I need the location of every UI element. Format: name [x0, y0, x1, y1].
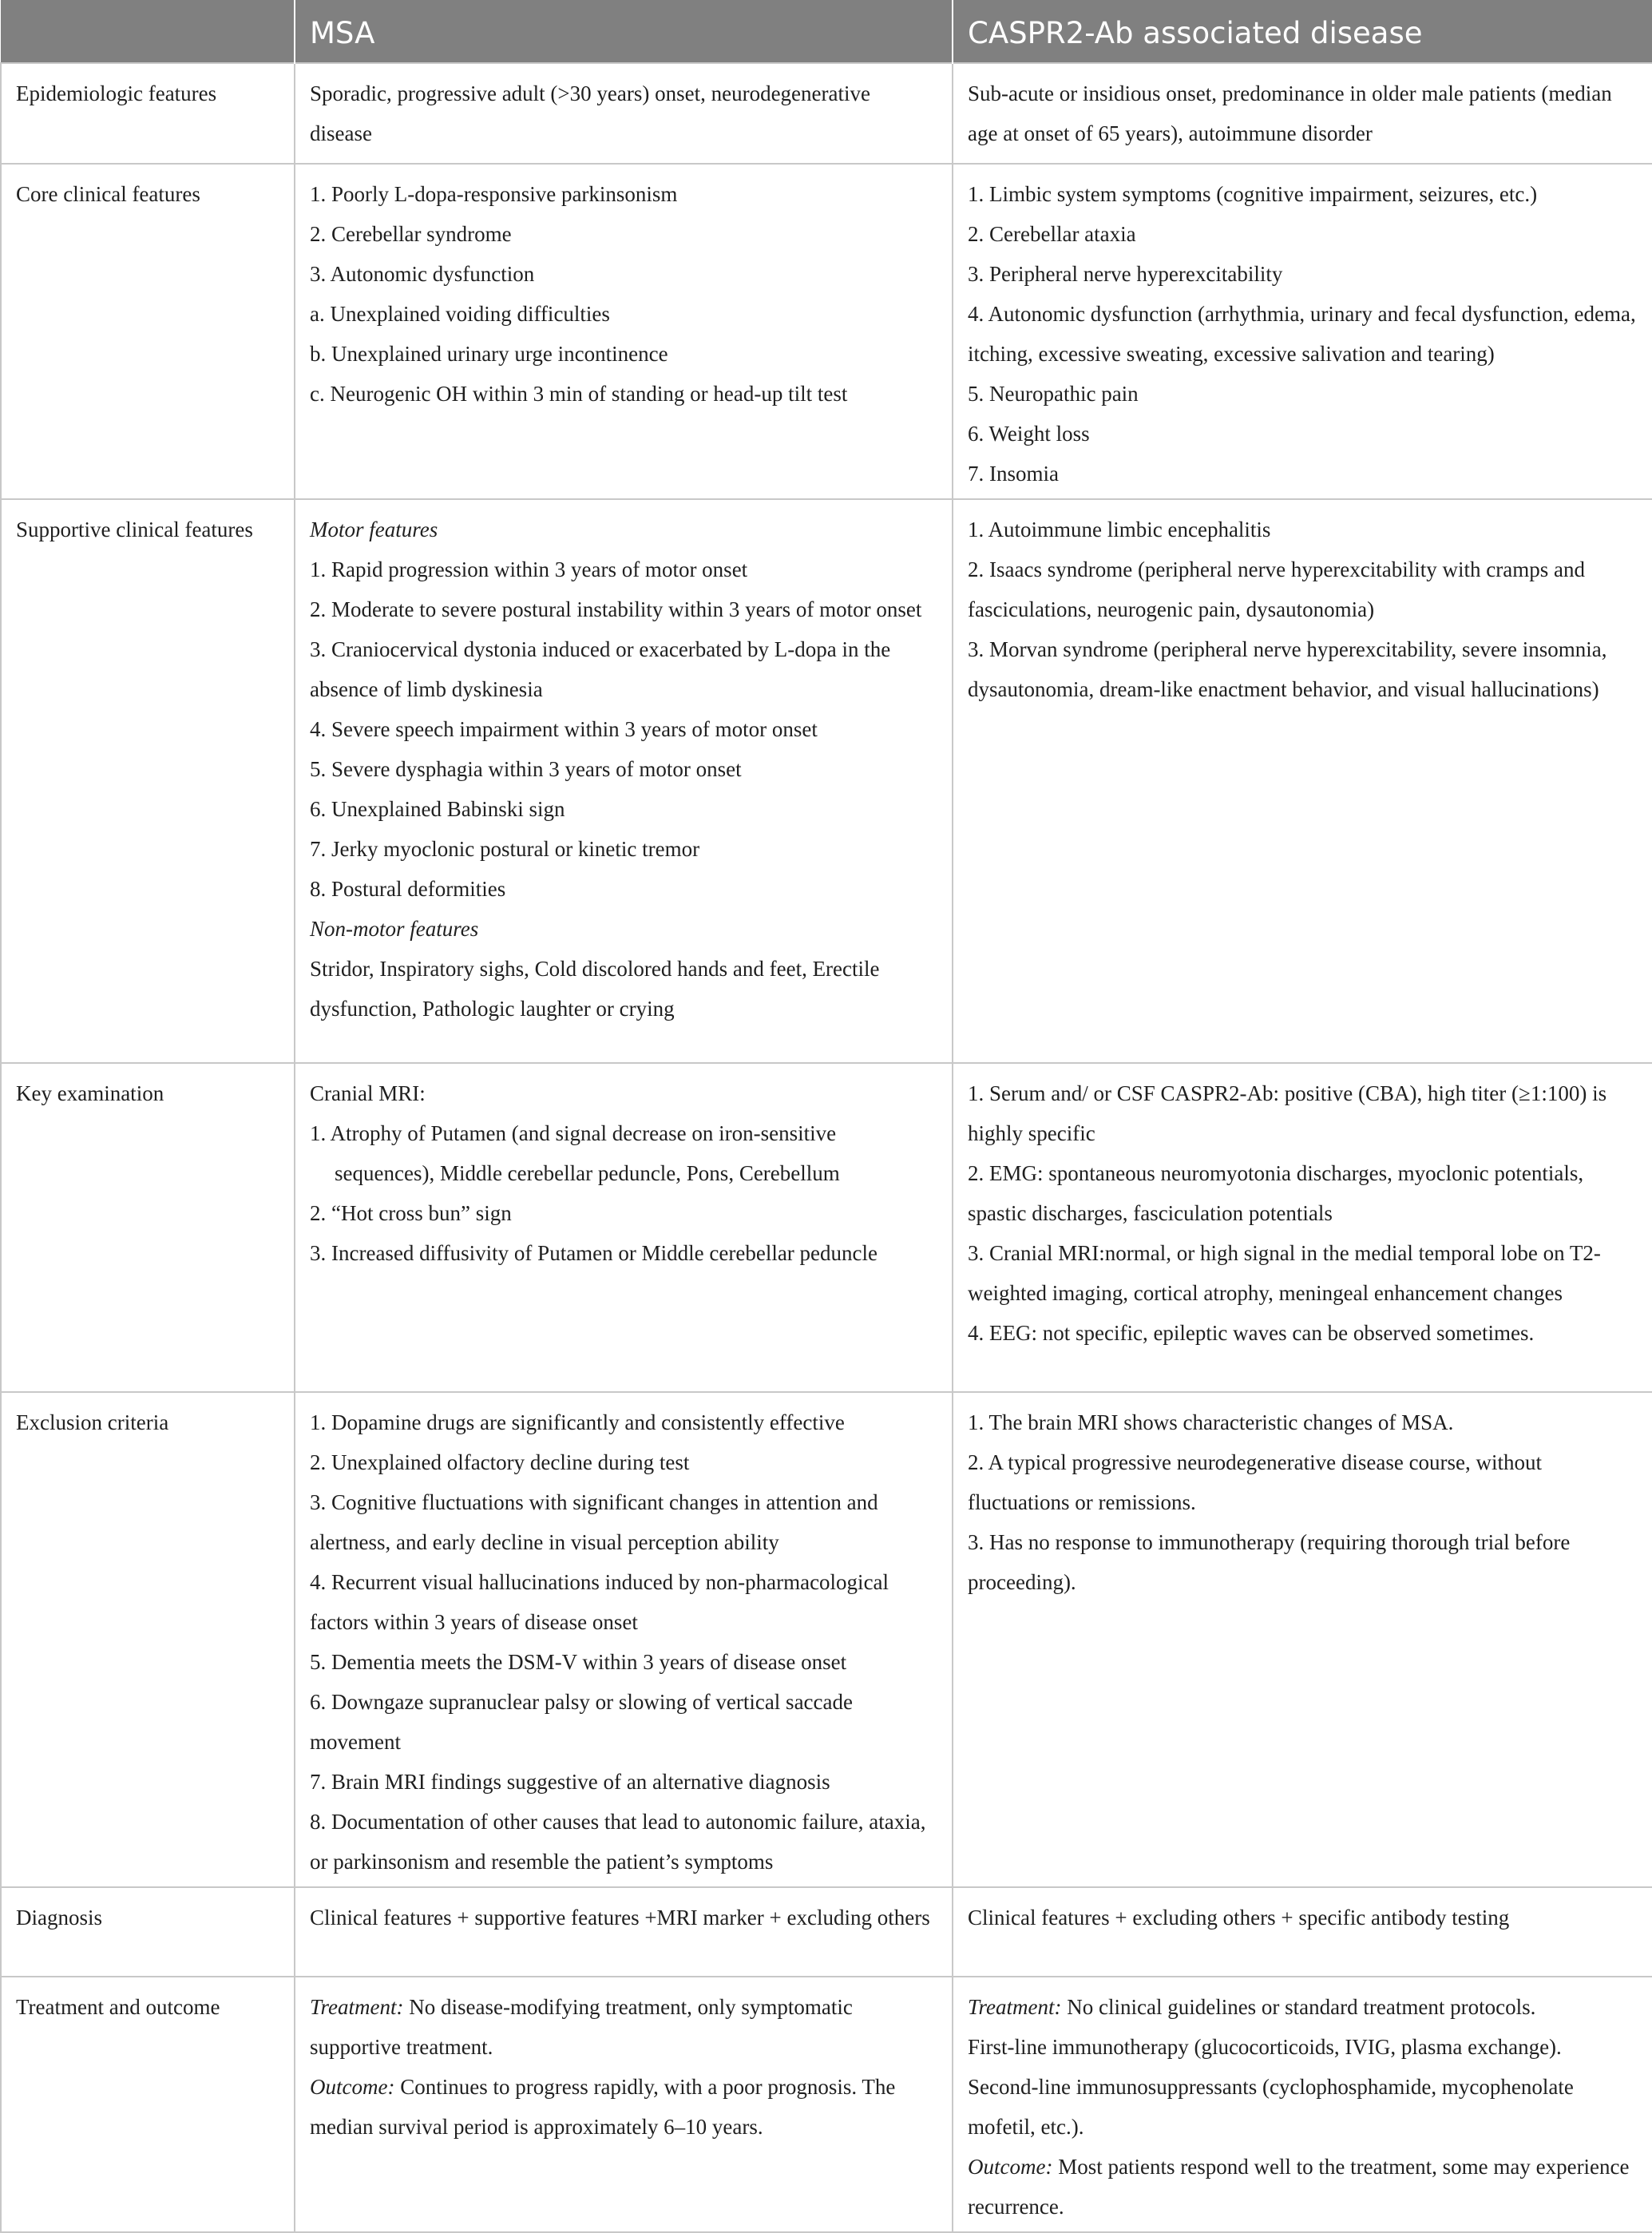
outcome-value: Continues to progress rapidly, with a poor prognosis. The median survival period is approximately 6–10 years.: [310, 2075, 896, 2139]
list-item: 3. Craniocervical dystonia induced or exacerbated by L-dopa in the absence of limb dyskinesia: [310, 637, 891, 701]
list-item: 1. Autoimmune limbic encephalitis: [968, 518, 1271, 541]
row-label: Exclusion criteria: [1, 1392, 295, 1887]
msa-cell: [295, 1977, 953, 2232]
cell-text: Clinical features + supportive features +MRI marker + excluding others: [310, 1906, 930, 1930]
list-item: Second-line immunosuppressants (cyclophosphamide, mycophenolate mofetil, etc.).: [968, 2075, 1574, 2139]
treatment-label: Treatment:: [310, 1995, 404, 2019]
msa-cell: [295, 1887, 953, 1977]
list-item: 2. “Hot cross bun” sign: [310, 1201, 512, 1225]
treatment-text: [310, 1987, 937, 2067]
outcome-text: [968, 2147, 1638, 2227]
list-item: 2. Moderate to severe postural instability within 3 years of motor onset: [310, 597, 922, 621]
msa-cell: [295, 63, 953, 164]
list-item: 3. Cognitive fluctuations with significant changes in attention and alertness, and early decline in visual perception ability: [310, 1490, 878, 1554]
list-item: 7. Jerky myoclonic postural or kinetic tremor: [310, 837, 700, 861]
cell-text: Clinical features + excluding others + specific antibody testing: [968, 1906, 1510, 1930]
header-caspr2: CASPR2-Ab associated disease: [953, 0, 1652, 63]
list-item: 2. Isaacs syndrome (peripheral nerve hyperexcitability with cramps and fasciculations, neurogenic pain, dysautonomia): [968, 557, 1585, 621]
list-item: 7. Brain MRI findings suggestive of an alternative diagnosis: [310, 1770, 830, 1794]
outcome-text: [310, 2067, 937, 2147]
list-item: b. Unexplained urinary urge incontinence: [310, 342, 668, 366]
list-item: 3. Increased diffusivity of Putamen or Middle cerebellar peduncle: [310, 1241, 878, 1265]
header-msa: MSA: [295, 0, 953, 63]
list-item: 7. Insomia: [968, 462, 1059, 486]
treatment-value: No disease-modifying treatment, only symptomatic supportive treatment.: [310, 1995, 853, 2059]
list-item: 3. Has no response to immunotherapy (requiring thorough trial before proceeding).: [968, 1530, 1571, 1594]
list-item: 5. Neuropathic pain: [968, 382, 1139, 406]
list-item: 2. EMG: spontaneous neuromyotonia discharges, myoclonic potentials, spastic discharges, fasciculation potentials: [968, 1161, 1584, 1225]
list-item: 8. Postural deformities: [310, 877, 506, 901]
list-item: 1. Rapid progression within 3 years of motor onset: [310, 557, 748, 581]
treatment-value: No clinical guidelines or standard treatment protocols.: [1061, 1995, 1536, 2019]
msa-cell: [295, 1063, 953, 1392]
list-item: 4. EEG: not specific, epileptic waves can be observed sometimes.: [968, 1321, 1535, 1345]
list-item: 3. Peripheral nerve hyperexcitability: [968, 262, 1283, 286]
list-item: 2. Cerebellar syndrome: [310, 222, 512, 246]
table-row: [1, 1392, 1652, 1887]
caspr2-cell: [953, 1063, 1652, 1392]
outcome-value: Most patients respond well to the treatment, some may experience recurrence.: [968, 2155, 1630, 2219]
row-label: Diagnosis: [1, 1887, 295, 1977]
list-item: 1. Dopamine drugs are significantly and consistently effective: [310, 1410, 845, 1434]
cell-text: Sporadic, progressive adult (>30 years) onset, neurodegenerative disease: [310, 81, 870, 145]
outcome-label: Outcome:: [968, 2155, 1053, 2179]
list-item: 3. Morvan syndrome (peripheral nerve hyperexcitability, severe insomnia, dysautonomia, dream-like enactment behavior, and visual hallucinations): [968, 637, 1607, 701]
caspr2-cell: [953, 1392, 1652, 1887]
msa-cell: [295, 1392, 953, 1887]
list-item: a. Unexplained voiding difficulties: [310, 302, 610, 326]
list-item: First-line immunotherapy (glucocorticoids, IVIG, plasma exchange).: [968, 2035, 1562, 2059]
list-item: c. Neurogenic OH within 3 min of standing or head-up tilt test: [310, 382, 848, 406]
list-item: 6. Weight loss: [968, 422, 1090, 446]
subheading-motor: Motor features: [310, 518, 438, 541]
list-item: 2. A typical progressive neurodegenerative disease course, without fluctuations or remissions.: [968, 1450, 1543, 1514]
row-label: Supportive clinical features: [1, 499, 295, 1063]
outcome-label: Outcome:: [310, 2075, 395, 2099]
list-item: 3. Cranial MRI:normal, or high signal in the medial temporal lobe on T2-weighted imaging, cortical atrophy, meningeal enhancement changes: [968, 1241, 1601, 1305]
row-label: Key examination: [1, 1063, 295, 1392]
row-label: Treatment and outcome: [1, 1977, 295, 2232]
caspr2-cell: [953, 164, 1652, 499]
table-row: [1, 1063, 1652, 1392]
list-item: Stridor, Inspiratory sighs, Cold discolored hands and feet, Erectile dysfunction, Pathologic laughter or crying: [310, 957, 880, 1021]
list-item: 1. The brain MRI shows characteristic changes of MSA.: [968, 1410, 1454, 1434]
cell-text: Sub-acute or insidious onset, predominance in older male patients (median age at onset of 65 years), autoimmune disorder: [968, 81, 1612, 145]
caspr2-cell: [953, 1887, 1652, 1977]
list-item: 2. Cerebellar ataxia: [968, 222, 1136, 246]
caspr2-cell: [953, 499, 1652, 1063]
list-item: 3. Autonomic dysfunction: [310, 262, 535, 286]
treatment-label: Treatment:: [968, 1995, 1062, 2019]
table-row: [1, 499, 1652, 1063]
list-item: 4. Autonomic dysfunction (arrhythmia, urinary and fecal dysfunction, edema, itching, excessive sweating, excessive salivation and tearing): [968, 302, 1636, 366]
list-item: 1. Limbic system symptoms (cognitive impairment, seizures, etc.): [968, 182, 1538, 206]
treatment-text: [968, 1987, 1638, 2027]
table-row: [1, 1977, 1652, 2232]
caspr2-cell: [953, 1977, 1652, 2232]
msa-cell: [295, 499, 953, 1063]
caspr2-cell: [953, 63, 1652, 164]
list-item: 6. Unexplained Babinski sign: [310, 797, 565, 821]
list-item: 4. Severe speech impairment within 3 years of motor onset: [310, 717, 818, 741]
list-item: 5. Severe dysphagia within 3 years of motor onset: [310, 757, 742, 781]
list-item: 6. Downgaze supranuclear palsy or slowing of vertical saccade movement: [310, 1690, 853, 1754]
list-item: 8. Documentation of other causes that lead to autonomic failure, ataxia, or parkinsonism and resemble the patient’s symptoms: [310, 1810, 926, 1874]
header-feature: [1, 0, 295, 63]
subheading-nonmotor: Non-motor features: [310, 917, 479, 941]
list-item: 4. Recurrent visual hallucinations induced by non-pharmacological factors within 3 years of disease onset: [310, 1570, 889, 1634]
table-row: [1, 1887, 1652, 1977]
list-item: 2. Unexplained olfactory decline during test: [310, 1450, 690, 1474]
row-label: Core clinical features: [1, 164, 295, 499]
list-item: 1. Serum and/ or CSF CASPR2-Ab: positive (CBA), high titer (≥1:100) is highly specific: [968, 1081, 1607, 1145]
list-item: 1. Atrophy of Putamen (and signal decrease on iron-sensitive sequences), Middle cerebellar peduncle, Pons, Cerebellum: [310, 1121, 840, 1185]
list-item: 5. Dementia meets the DSM-V within 3 years of disease onset: [310, 1650, 847, 1674]
header-row: [1, 0, 1652, 63]
cell-intro: Cranial MRI:: [310, 1081, 426, 1105]
msa-cell: [295, 164, 953, 499]
row-label: Epidemiologic features: [1, 63, 295, 164]
table-row: [1, 63, 1652, 164]
table-row: [1, 164, 1652, 499]
list-item: 1. Poorly L-dopa-responsive parkinsonism: [310, 182, 678, 206]
